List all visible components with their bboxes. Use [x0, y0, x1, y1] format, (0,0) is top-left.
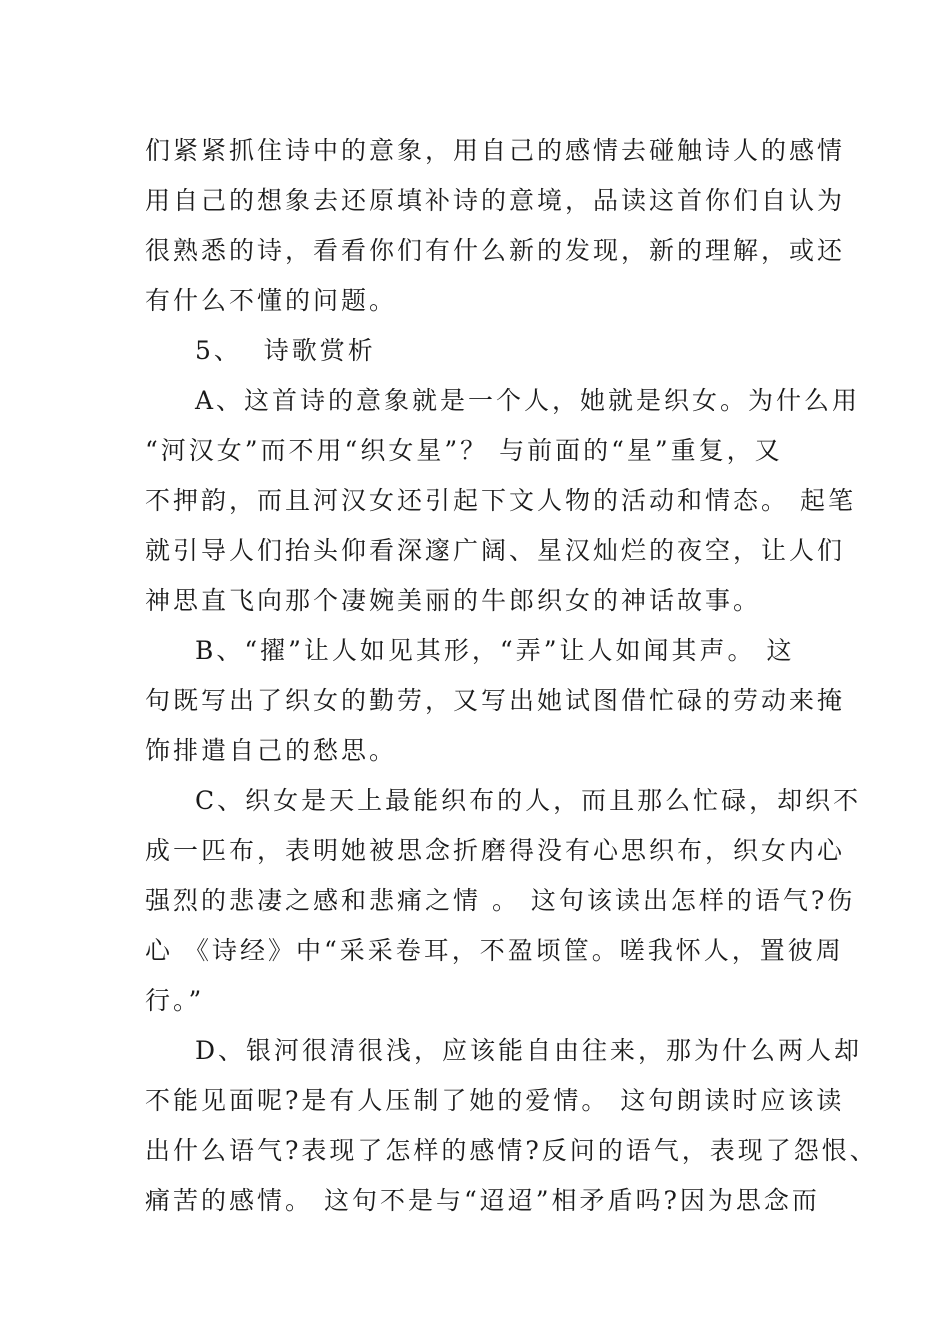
- paragraph-d-line-1: D、银河很清很浅，应该能自由往来，那为什么两人却: [195, 1036, 863, 1065]
- paragraph-c-line-2: 成一匹布，表明她被思念折磨得没有心思织布，织女内心: [145, 836, 846, 865]
- paragraph-c-line-1: C、织女是天上最能织布的人，而且那么忙碌，却织不: [195, 786, 862, 815]
- paragraph-a-line-5: 神思直飞向那个凄婉美丽的牛郎织女的神话故事。: [145, 586, 762, 615]
- paragraph-a-line-3: 不押韵，而且河汉女还引起下文人物的活动和情态。 起笔: [145, 486, 856, 515]
- paragraph-c-line-5: 行。”: [145, 986, 205, 1015]
- text-line-2: 用自己的想象去还原填补诗的意境，品读这首你们自认为: [145, 186, 846, 215]
- paragraph-a-line-4: 就引导人们抬头仰看深邃广阔、星汉灿烂的夜空，让人们: [145, 536, 846, 565]
- text-line-4: 有什么不懂的问题。: [145, 286, 398, 315]
- paragraph-b-line-2: 句既写出了织女的勤劳，又写出她试图借忙碌的劳动来掩: [145, 686, 846, 715]
- paragraph-b-line-3: 饰排遣自己的愁思。: [145, 736, 398, 765]
- section-heading: 5、 诗歌赏析: [195, 336, 376, 365]
- paragraph-a-line-1: A、这首诗的意象就是一个人，她就是织女。为什么用: [195, 386, 861, 415]
- paragraph-b-line-1: B、“擢”让人如见其形，“弄”让人如闻其声。 这: [195, 636, 795, 665]
- text-line-3: 很熟悉的诗，看看你们有什么新的发现，新的理解，或还: [145, 236, 846, 265]
- text-line-1: 们紧紧抓住诗中的意象，用自己的感情去碰触诗人的感情: [145, 136, 846, 165]
- paragraph-d-line-4: 痛苦的感情。 这句不是与“迢迢”相矛盾吗?因为思念而: [145, 1186, 820, 1215]
- paragraph-c-line-3: 强烈的悲凄之感和悲痛之情 。 这句该读出怎样的语气?伤: [145, 886, 856, 915]
- paragraph-d-line-3: 出什么语气?表现了怎样的感情?反问的语气，表现了怨恨、: [145, 1136, 878, 1165]
- paragraph-a-line-2: “河汉女”而不用“织女星”？ 与前面的“星”重复，又: [145, 436, 783, 465]
- paragraph-c-line-4: 心 《诗经》中“采采卷耳，不盈顷筐。嗟我怀人，置彼周: [145, 936, 844, 965]
- paragraph-d-line-2: 不能见面呢?是有人压制了她的爱情。 这句朗读时应该读: [145, 1086, 845, 1115]
